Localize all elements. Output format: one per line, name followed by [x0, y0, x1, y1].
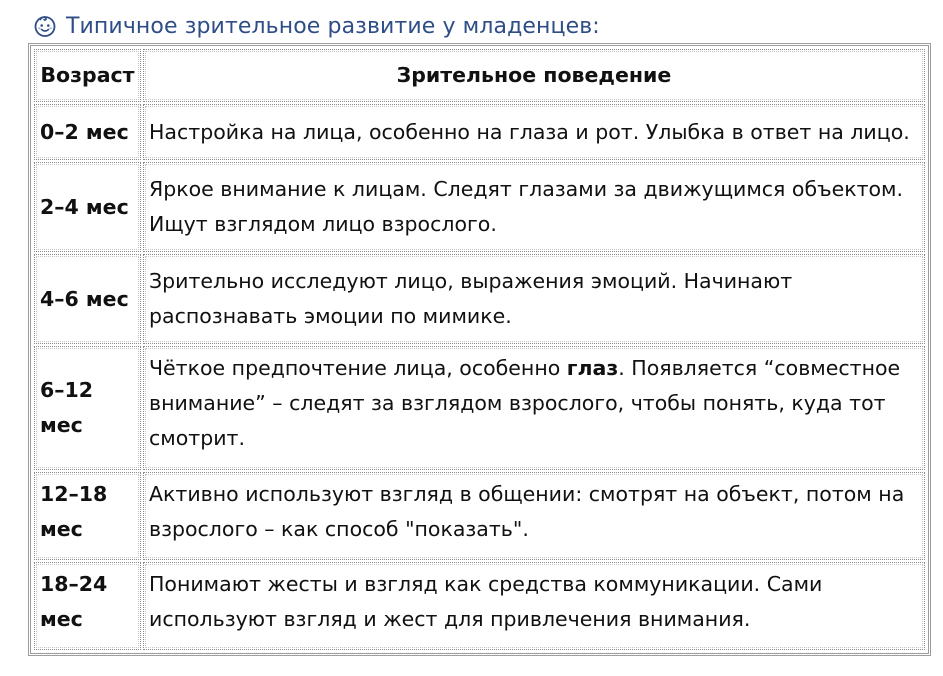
table-row	[34, 346, 925, 470]
behavior-cell: Активно используют взгляд в общении: смотрят на объект, потом на взрослого – как способ "показать".	[143, 472, 925, 560]
age-cell: 18–24 мес	[34, 562, 141, 650]
behavior-cell: Понимают жесты и взгляд как средства коммуникации. Сами используют взгляд и жест для привлечения внимания.	[143, 562, 925, 650]
behavior-cell: Зрительно исследуют лицо, выражения эмоций. Начинают распознавать эмоции по мимике.	[143, 254, 925, 344]
behavior-text-start: Чёткое предпочтение лица, особенно	[149, 356, 567, 380]
table-row	[34, 104, 925, 160]
age-cell: 4–6 мес	[34, 254, 141, 344]
age-cell: 6–12 мес	[34, 346, 141, 470]
age-cell: 2–4 мес	[34, 162, 141, 252]
development-table-frame	[28, 43, 931, 656]
behavior-cell: Настройка на лица, особенно на глаза и рот. Улыбка в ответ на лицо.	[143, 104, 925, 160]
heading-title: Типичное зрительное развитие у младенцев:	[66, 13, 600, 39]
baby-face-icon	[33, 14, 57, 38]
age-cell: 0–2 мес	[34, 104, 141, 160]
behavior-cell	[143, 346, 925, 470]
behavior-emphasis: глаз	[566, 356, 619, 380]
age-cell: 12–18 мес	[34, 472, 141, 560]
table-row	[34, 162, 925, 252]
section-heading	[33, 10, 600, 42]
table-row	[34, 472, 925, 560]
table-row	[34, 562, 925, 650]
header-behavior: Зрительное поведение	[143, 49, 925, 102]
development-table	[32, 47, 927, 652]
table-header-row	[34, 49, 925, 102]
table-row	[34, 254, 925, 344]
header-age: Возраст	[34, 49, 141, 102]
behavior-text-end: . Появляется “совместное внимание” – следят за взглядом взрослого, чтобы понять, куда тот смотрит.	[149, 356, 901, 450]
behavior-cell: Яркое внимание к лицам. Следят глазами за движущимся объектом. Ищут взглядом лицо взрослого.	[143, 162, 925, 252]
